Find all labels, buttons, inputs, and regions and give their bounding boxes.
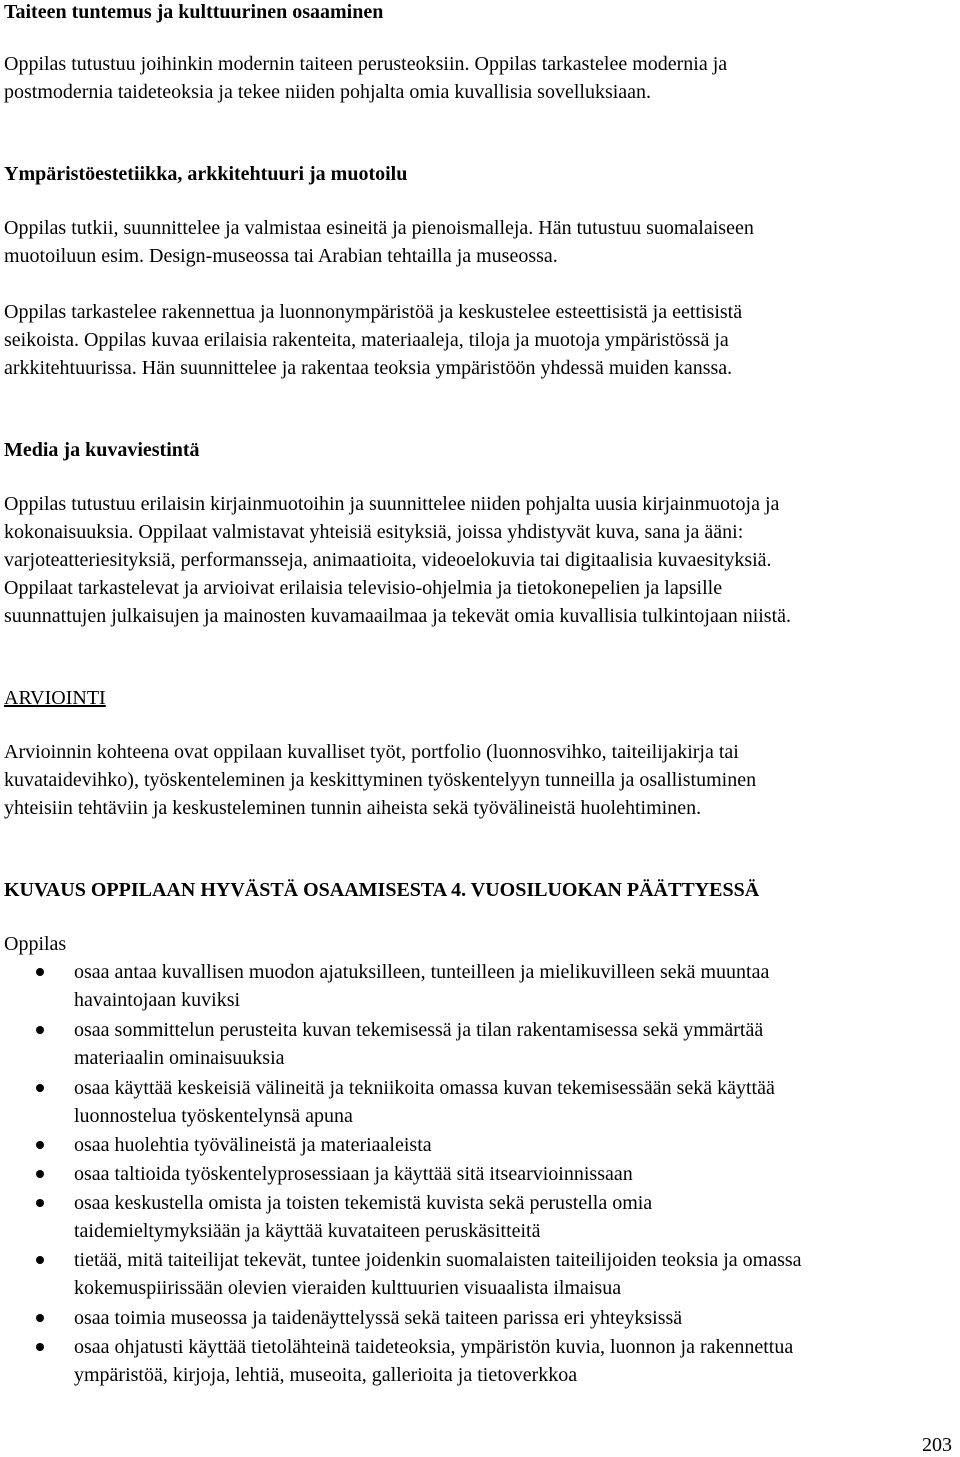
- paragraph-line: varjoteatteriesityksiä, performansseja, animaatioita, videoelokuvia tai digitaalisia kuvaesityksiä.: [4, 549, 772, 571]
- paragraph-line: Oppilas tutustuu joihinkin modernin taiteen perusteoksiin. Oppilas tarkastelee modernia ja: [4, 53, 728, 75]
- paragraph-line: suunnattujen julkaisujen ja mainosten kuvamaailmaa ja tekevät omia kuvallisia tulkintojaan niistä.: [4, 605, 792, 627]
- list-item-text: osaa huolehtia työvälineistä ja materiaaleista: [74, 1134, 432, 1156]
- list-item-text: tietää, mitä taiteilijat tekevät, tuntee joidenkin suomalaisten taiteilijoiden teoksia ja omassa: [74, 1249, 802, 1271]
- list-item-text: kokemuspiirissään olevien vieraiden kulttuurien visuaalista ilmaisua: [74, 1277, 622, 1299]
- list-item-text: havaintojaan kuviksi: [74, 989, 241, 1011]
- paragraph-line: Arvioinnin kohteena ovat oppilaan kuvalliset työt, portfolio (luonnosvihko, taiteilijakirja tai: [4, 741, 739, 763]
- list-item-text: materiaalin ominaisuuksia: [74, 1047, 285, 1069]
- section-heading-media: Media ja kuvaviestintä: [4, 439, 200, 461]
- paragraph-line: kuvataidevihko), työskenteleminen ja keskittyminen työskentelyyn tunneilla ja osallistuminen: [4, 769, 757, 791]
- list-item-text: osaa käyttää keskeisiä välineitä ja tekniikoita omassa kuvan tekemisessään sekä käyttää: [74, 1077, 775, 1099]
- paragraph-line: kokonaisuuksia. Oppilaat valmistavat yhteisiä esityksiä, joissa yhdistyvät kuva, sana ja ääni:: [4, 521, 744, 543]
- list-item-text: osaa antaa kuvallisen muodon ajatuksilleen, tunteilleen ja mielikuvilleen sekä muuntaa: [74, 961, 770, 983]
- bullet-icon: [36, 1141, 44, 1149]
- section-heading-kuvaus: KUVAUS OPPILAAN HYVÄSTÄ OSAAMISESTA 4. VUOSILUOKAN PÄÄTTYESSÄ: [4, 879, 760, 901]
- paragraph-line: postmodernia taideteoksia ja tekee niiden pohjalta omia kuvallisia sovelluksiaan.: [4, 81, 652, 103]
- paragraph-line: Oppilas tutkii, suunnittelee ja valmistaa esineitä ja pienoismalleja. Hän tutustuu suomalaiseen: [4, 217, 754, 239]
- list-item-text: osaa toimia museossa ja taidenäyttelyssä sekä taiteen parissa eri yhteyksissä: [74, 1307, 683, 1329]
- paragraph-line: arkkitehtuurissa. Hän suunnittelee ja rakentaa teoksia ympäristöön yhdessä muiden kanssa.: [4, 357, 733, 379]
- bullet-icon: [36, 1026, 44, 1034]
- paragraph-line: Oppilas tutustuu erilaisin kirjainmuotoihin ja suunnittelee niiden pohjalta uusia kirjainmuotoja ja: [4, 493, 780, 515]
- bullet-icon: [36, 1199, 44, 1207]
- bullet-icon: [36, 1256, 44, 1264]
- bullet-icon: [36, 1170, 44, 1178]
- list-item-text: osaa ohjatusti käyttää tietolähteinä taideteoksia, ympäristön kuvia, luonnon ja rakennettua: [74, 1336, 794, 1358]
- page-number: 203: [922, 1434, 952, 1456]
- paragraph-line: Oppilaat tarkastelevat ja arvioivat erilaisia televisio-ohjelmia ja tietokonepelien ja lapsille: [4, 577, 723, 599]
- bullet-icon: [36, 1343, 44, 1351]
- list-item-text: ympäristöä, kirjoja, lehtiä, museoita, gallerioita ja tietoverkkoa: [74, 1364, 578, 1386]
- paragraph-line: yhteisiin tehtäviin ja keskusteleminen tunnin aiheista sekä työvälineistä huolehtiminen.: [4, 797, 702, 819]
- paragraph-line: muotoiluun esim. Design-museossa tai Arabian tehtailla ja museossa.: [4, 245, 558, 267]
- bullet-icon: [36, 1084, 44, 1092]
- bullet-icon: [36, 1314, 44, 1322]
- list-item-text: osaa sommittelun perusteita kuvan tekemisessä ja tilan rakentamisessa sekä ymmärtää: [74, 1019, 764, 1041]
- bullet-icon: [36, 968, 44, 976]
- paragraph-line: Oppilas tarkastelee rakennettua ja luonnonympäristöä ja keskustelee esteettisistä ja eettisistä: [4, 301, 743, 323]
- list-item-text: luonnostelua työskentelynsä apuna: [74, 1105, 353, 1127]
- paragraph-line: seikoista. Oppilas kuvaa erilaisia rakenteita, materiaaleja, tiloja ja muotoja ympäristössä ja: [4, 329, 729, 351]
- section-heading-taiteen-tuntemus: Taiteen tuntemus ja kulttuurinen osaaminen: [4, 1, 384, 23]
- list-item-text: osaa taltioida työskentelyprosessiaan ja käyttää sitä itsearvioinnissaan: [74, 1163, 633, 1185]
- list-intro: Oppilas: [4, 933, 67, 955]
- list-item-text: osaa keskustella omista ja toisten tekemistä kuvista sekä perustella omia: [74, 1192, 653, 1214]
- list-item-text: taidemieltymyksiään ja käyttää kuvataiteen peruskäsitteitä: [74, 1220, 541, 1242]
- section-heading-arviointi: ARVIOINTI: [4, 687, 106, 709]
- section-heading-ymparistoestetiikka: Ympäristöestetiikka, arkkitehtuuri ja muotoilu: [4, 163, 408, 185]
